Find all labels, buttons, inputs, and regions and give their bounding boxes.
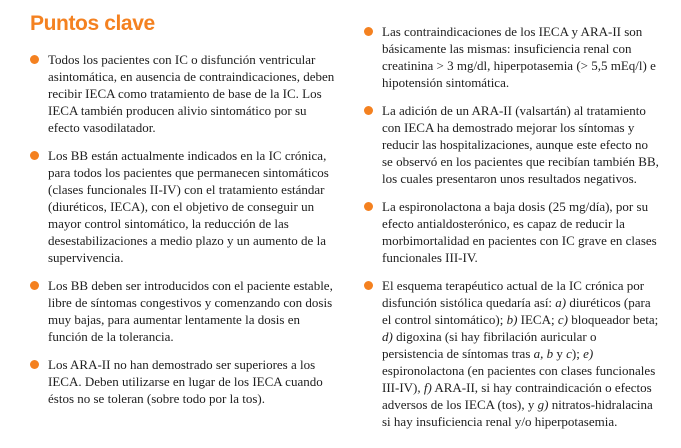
bullet-text: La espironolactona a baja dosis (25 mg/día), por su efecto antialdosterónico, es capaz de reducir la morbimortalidad en pacientes con IC grave en clases funcionales III-IV. bbox=[382, 199, 657, 265]
bullet-item bbox=[28, 51, 336, 136]
bullet-text: La adición de un ARA-II (valsartán) al tratamiento con IECA ha demostrado mejorar los síntomas y reducir las hospitalizaciones, aunque este efecto no se observó en los pacientes que recibían también BB, los cuales presentaron unos resultados negativos. bbox=[382, 103, 659, 186]
bullet-text: El esquema terapéutico actual de la IC crónica por disfunción sistólica quedaría así: a) diuréticos (para el control sintomático); b) IECA; c) bloqueador beta; d) digoxina (si hay fibrilación auricular o persistencia de síntomas tras a, b y c); e) espironolactona (en pacientes con clases funcionales III-IV), f) ARA-II, si hay contraindicación o efectos adversos de los IECA (tos), y g) nitratos-hidralacina si hay insuficiencia renal y/o hiperpotasemia. bbox=[382, 278, 659, 429]
bullet-text: Los ARA-II no han demostrado ser superiores a los IECA. Deben utilizarse en lugar de los IECA cuando éstos no se toleran (sobre todo por la tos). bbox=[48, 357, 323, 406]
bullet-icon bbox=[30, 281, 39, 290]
bullet-icon bbox=[30, 360, 39, 369]
bullet-item bbox=[362, 198, 660, 266]
bullet-item bbox=[28, 356, 336, 407]
bullet-item bbox=[362, 277, 660, 430]
bullet-icon bbox=[364, 27, 373, 36]
bullet-item bbox=[28, 277, 336, 345]
bullet-item bbox=[362, 102, 660, 187]
bullet-text: Las contraindicaciones de los IECA y ARA-II son básicamente las mismas: insuficiencia renal con creatinina > 3 mg/dl, hiperpotasemia (> 5,5 mEq/l) e hipotensión sintomática. bbox=[382, 24, 656, 90]
bullet-text: Todos los pacientes con IC o disfunción ventricular asintomática, en ausencia de contraindicaciones, deben recibir IECA como tratamiento de base de la IC. Los IECA también producen alivio sintomático por su efecto vasodilatador. bbox=[48, 52, 335, 135]
key-points-list-left bbox=[28, 51, 336, 407]
bullet-text: Los BB están actualmente indicados en la IC crónica, para todos los pacientes que permanecen sintomáticos (clases funcionales II-IV) con el tratamiento estándar (diuréticos, IECA), con el objetivo de conseguir un mayor control sintomático, la reducción de las desestabilizaciones a medio plazo y un aumento de la supervivencia. bbox=[48, 148, 329, 265]
bullet-icon bbox=[364, 106, 373, 115]
bullet-icon bbox=[364, 202, 373, 211]
bullet-item bbox=[362, 23, 660, 91]
page-title: Puntos clave bbox=[30, 12, 155, 35]
key-points-list-right bbox=[362, 23, 660, 430]
right-column bbox=[362, 23, 660, 441]
bullet-icon bbox=[364, 281, 373, 290]
bullet-icon bbox=[30, 55, 39, 64]
bullet-text: Los BB deben ser introducidos con el paciente estable, libre de síntomas congestivos y comenzando con dosis muy bajas, para aumentar lentamente la dosis en función de la tolerancia. bbox=[48, 278, 333, 344]
bullet-icon bbox=[30, 151, 39, 160]
left-column bbox=[28, 12, 336, 418]
bullet-item bbox=[28, 147, 336, 266]
